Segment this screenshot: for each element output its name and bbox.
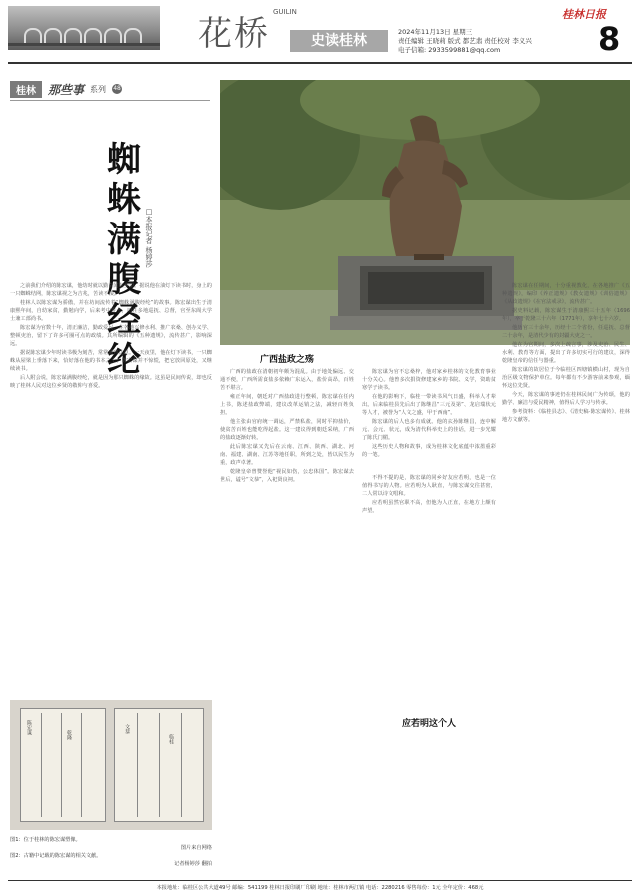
series-number: 48 xyxy=(113,85,121,92)
col2-paragraph: 雍正年间，朝廷对广西盐政进行整顿，陈宏谋在任内上书，陈述盐政弊端，建议改革运销之法，减轻百姓负担。 xyxy=(220,394,354,416)
subhead-spacer xyxy=(362,460,496,474)
series-name: 那些事 xyxy=(48,82,85,97)
col1-paragraph: 据说陈宏谋少年时读书极为刻苦，常常通宵达旦。一天夜里，他在灯下读书，一只蜘蛛从屋梁上垂落下来，恰好落在他的书本之上。陈宏谋并不惊慌，把它放回原处，又继续读书。 xyxy=(10,350,212,372)
article-column-1 xyxy=(10,282,212,694)
article-title: 蜘蛛满腹经纶 xyxy=(107,140,141,380)
series-pill: 桂林 xyxy=(10,81,42,98)
subhead-salt-policy: 广西盐政之殇 xyxy=(259,355,314,365)
date-line: 2024年11月13日 星期三 xyxy=(398,28,473,36)
masthead-photo xyxy=(8,6,160,50)
caption-1-credit: 图片来自网络 xyxy=(180,845,212,851)
col4-paragraph: 参考资料：《临桂县志》、《清史稿·陈宏谋传》、桂林地方文献等。 xyxy=(502,409,630,423)
article-column-3 xyxy=(362,368,496,878)
header-rule xyxy=(8,62,632,64)
photo-captions xyxy=(10,836,212,868)
col1-paragraph: 之前我们介绍的陈宏谋，他幼时就以勤奋闻名乡里。据说他在油灯下读书时，身上的一只蜘蛛结网，陈宏谋视之为吉兆，苦读不辍。 xyxy=(10,283,212,297)
article-column-4 xyxy=(502,282,630,878)
col2-paragraph: 乾隆皇帝曾赞誉他“视民如伤，公忠体国”。陈宏谋去世后，谥号“文恭”，入祀贤良祠。 xyxy=(220,469,354,483)
article-column-2 xyxy=(220,368,354,878)
section-tag: 史读桂林 xyxy=(290,30,388,52)
caption-2-credit: 记者杨婷莎 翻拍 xyxy=(174,861,212,867)
email-line: 电子信箱: 2933599881@qq.com xyxy=(398,46,501,54)
supplement-pinyin: GUILIN xyxy=(273,8,297,16)
subhead-ying-ruoming: 应若明这个人 xyxy=(401,719,456,729)
col4-paragraph: 今天，陈宏谋的事迹仍在桂林民间广为传颂，他的勤学、廉洁与爱民精神，值得后人学习与传承。 xyxy=(502,392,630,406)
doc-text-4: 临桂 xyxy=(168,734,174,744)
masthead-meta xyxy=(398,28,532,55)
footer-info: 本报地址：临桂区公共大道49号 邮编：541199 桂林日报印刷厂印刷 地址：桂林市两江镇 电话：2280216 零售每份：1元 全年定价：468元 xyxy=(156,885,484,891)
brand-logo: 桂林日报 xyxy=(562,8,606,21)
col4-paragraph: 陈宏谋的故居位于今临桂区四塘镇横山村，现为自治区级文物保护单位。每年都有不少游客前来参观，缅怀这位先贤。 xyxy=(502,367,630,389)
ancient-document-photo xyxy=(10,700,212,830)
col3-paragraph: 陈宏谋为官不忘桑梓，他对家乡桂林的文化教育事业十分关心。他曾多次捐资修建家乡的书院、义学，资助贫寒学子读书。 xyxy=(362,369,496,391)
series-divider xyxy=(10,100,210,101)
col4-paragraph: 陈宏谋在任期间，十分重视教化，在各地推广《五种遗规》，编印《养正遗规》《教女遗规》《训俗遗规》《从政遗规》《在官法戒录》，流传甚广。 xyxy=(502,283,630,305)
col3-paragraph: 这些历史人物和故事，成为桂林文化底蕴中浓墨重彩的一笔。 xyxy=(362,444,496,458)
doc-text-2: 乾隆 xyxy=(66,730,72,740)
col1-paragraph: 桂林人以陈宏谋为骄傲，并在坊间流传着“蜘蛛满腹经纶”的故事。陈宏谋出生于清康熙年间，自幼家贫，勤勉向学，后来考中进士，历任多地巡抚、总督，官至东阁大学士兼工部尚书。 xyxy=(10,300,212,322)
caption-2: 图2：古籍中记载的陈宏谋的相关文献。 xyxy=(10,853,102,859)
col4-paragraph: 他历官三十余年，历经十二个省份，任巡抚、总督二十余年，是清代少有的封疆大吏之一。 xyxy=(502,325,630,339)
col2-paragraph: 他主张由官府统一调运，严禁私盐，同时平抑盐价，使贫苦百姓也能吃得起盐。这一建议得到朝廷采纳，广西的盐政逐渐好转。 xyxy=(220,419,354,441)
byline: □本报记者 杨婷莎 xyxy=(145,208,153,268)
col1-paragraph: 陈宏谋为官数十年，清正廉洁，勤政爱民，在各地兴修水利、推广农桑、创办义学、整顿吏治，留下了许多可圈可点的政绩。其所编辑的《五种遗规》，流传甚广，影响深远。 xyxy=(10,325,212,347)
col3b-paragraph: 应若明虽然官职不高，但他为人正直，在地方上颇有声望。 xyxy=(362,500,496,514)
col2-paragraph: 广西的盐政在清朝初年颇为混乱。由于地处偏远、交通不便，广西所需食盐多依赖广东运入，盐价高昂，百姓苦不堪言。 xyxy=(220,369,354,391)
series-suffix: 系列 xyxy=(90,84,107,94)
page-number: 8 xyxy=(598,20,621,58)
col3-paragraph: 陈宏谋的后人也多有成就。他的玄孙陈继昌，连中解元、会元、状元，成为清代科举史上的佳话，进一步光耀了陈氏门楣。 xyxy=(362,419,496,441)
caption-1: 图1：位于桂林的陈宏谋塑像。 xyxy=(10,837,81,843)
series-tag xyxy=(10,80,122,98)
col3-paragraph: 在他的影响下，临桂一带读书风气日盛，科举人才辈出。后来临桂县先后出了陈继昌“三元及第”、龙启瑞状元等人才，被誉为“人文之盛，甲于西南”。 xyxy=(362,394,496,416)
col2-paragraph: 此后陈宏谋又先后在云南、江西、陕西、湖北、河南、福建、湖南、江苏等地任职，所到之处，皆以民生为重，政声卓著。 xyxy=(220,444,354,466)
doc-text-1: 陈宏谋 xyxy=(26,720,32,735)
staff-line: 责任编辑 王晓莉 版式 都艺翡 责任校对 李义兴 xyxy=(398,37,532,45)
col1-paragraph: 后人附会说，陈宏谋满腹经纶，就是因为那只蜘蛛的缘故。这虽是民间传说，却也反映了桂林人民对这位乡贤的敬仰与喜爱。 xyxy=(10,375,212,389)
col4-paragraph: 他在为官期间，多次上疏言事，涉及吏治、民生、水利、教育等方面，提出了许多切实可行的建议，深得乾隆皇帝的信任与器重。 xyxy=(502,342,630,364)
col3b-paragraph: 不得不提的是，陈宏谋的同乡好友应若明，也是一位值得书写的人物。应若明为人耿直，与陈宏谋交往甚密，二人常以诗文唱和。 xyxy=(362,475,496,497)
col4-paragraph: 据史料记载，陈宏谋生于清康熙三十五年（1696年），卒于乾隆三十六年（1771年），享年七十六岁。 xyxy=(502,308,630,322)
doc-text-3: 文恭 xyxy=(124,724,130,734)
footer-rule xyxy=(8,880,632,881)
supplement-name: 花桥 xyxy=(198,14,270,54)
